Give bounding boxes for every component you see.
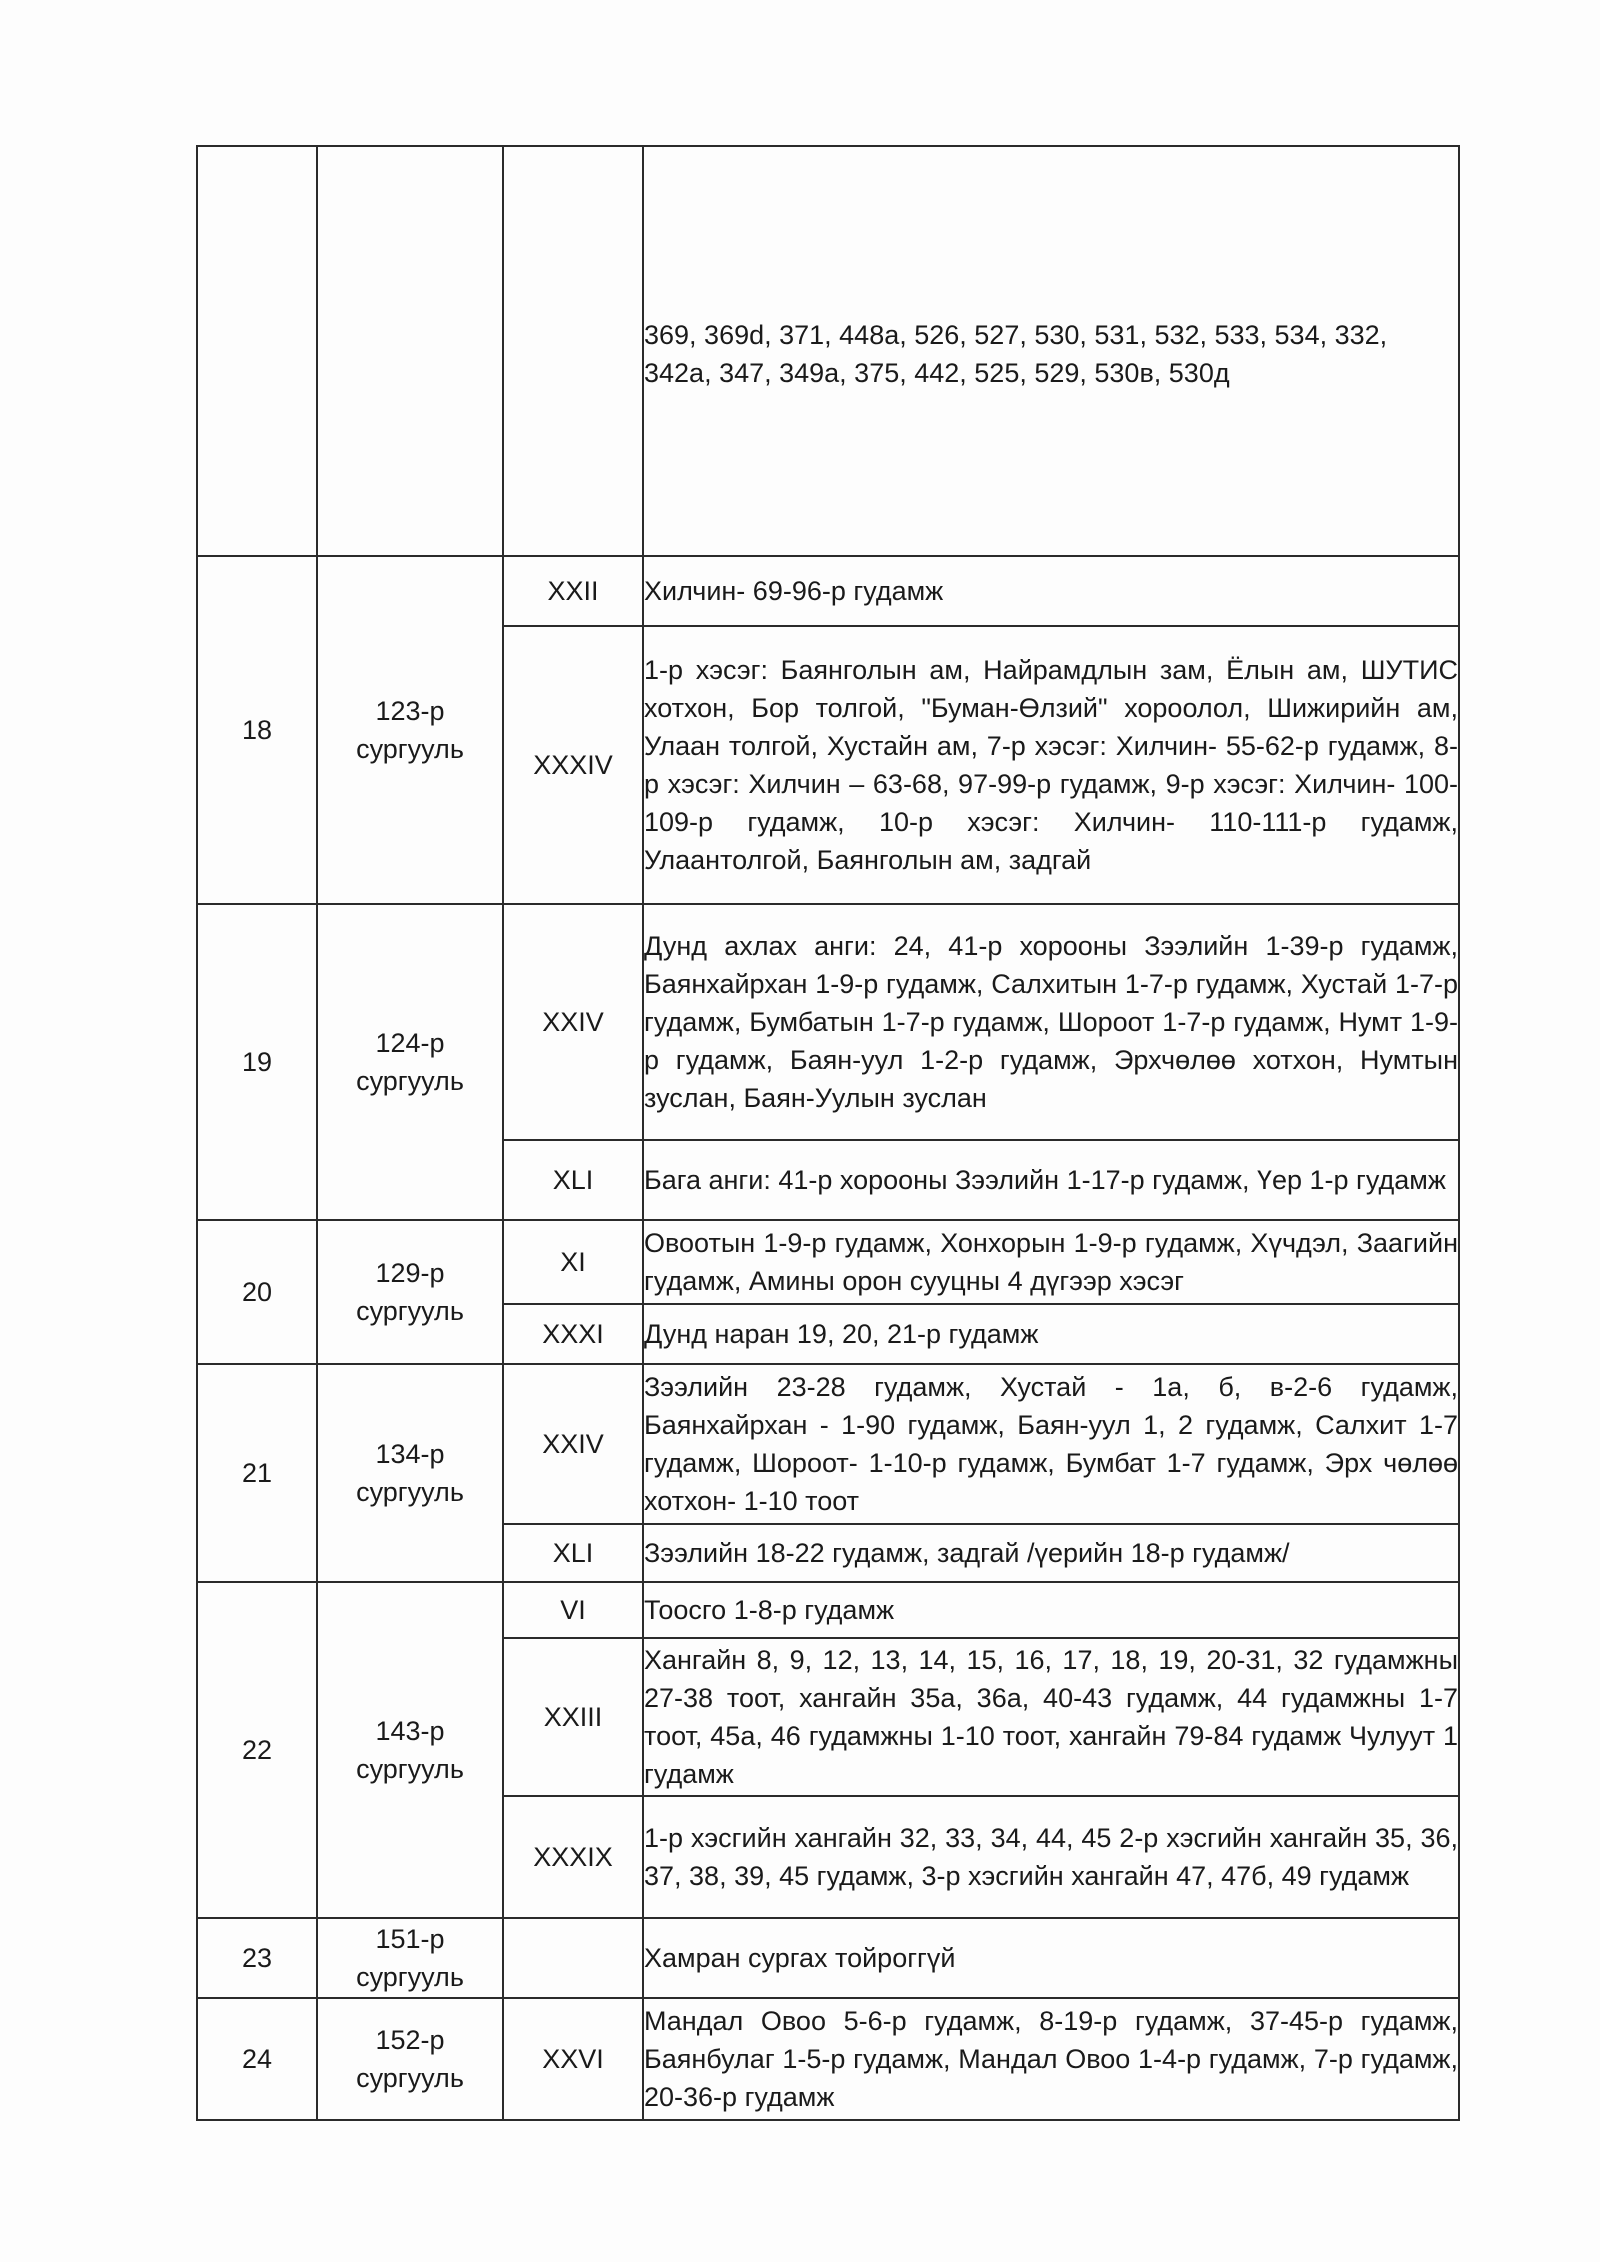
- row-number-cell: 19: [197, 904, 317, 1220]
- school-number: 134-р: [375, 1439, 445, 1469]
- school-word: сургууль: [356, 1754, 464, 1784]
- area-cell: Мандал Овоо 5-6-р гудамж, 8-19-р гудамж, 37-45-р гудамж, Баянбулаг 1-5-р гудамж, Мандал Овоо 1-4-р гудамж, 7-р гудамж, 20-36-р гудамж: [643, 1998, 1459, 2120]
- school-number: 129-р: [375, 1258, 445, 1288]
- school-word: сургууль: [356, 734, 464, 764]
- row-number-cell: 18: [197, 556, 317, 904]
- khoroo-cell: VI: [503, 1582, 643, 1638]
- khoroo-cell: XXXIX: [503, 1796, 643, 1918]
- school-cell: [317, 904, 503, 1220]
- khoroo-cell: XXII: [503, 556, 643, 626]
- table-row: [197, 904, 1459, 1140]
- area-cell: Дунд наран 19, 20, 21-р гудамж: [643, 1304, 1459, 1364]
- khoroo-cell: XXIII: [503, 1638, 643, 1796]
- school-word: сургууль: [356, 1962, 464, 1992]
- school-cell: [317, 1582, 503, 1918]
- school-district-table: [196, 145, 1460, 2121]
- khoroo-cell: XXIV: [503, 1364, 643, 1524]
- khoroo-cell: XXIV: [503, 904, 643, 1140]
- area-cell: 369, 369d, 371, 448a, 526, 527, 530, 531, 532, 533, 534, 332, 342a, 347, 349a, 375, 442, 525, 529, 530в, 530д: [643, 146, 1459, 556]
- area-cell: 1-р хэсэг: Баянголын ам, Найрамдлын зам, Ёлын ам, ШУТИС хотхон, Бор толгой, "Буман-Өлзий" хороолол, Шижирийн ам, Улаан толгой, Хустайн ам, 7-р хэсэг: Хилчин- 55-62-р гудамж, 8-р хэсэг: Хилчин – 63-68, 97-99-р гудамж, 9-р хэсэг: Хилчин- 100-109-р гудамж, 10-р хэсэг: Хилчин- 110-111-р гудамж, Улаантолгой, Баянголын ам, задгай: [643, 626, 1459, 904]
- area-cell: Овоотын 1-9-р гудамж, Хонхорын 1-9-р гудамж, Хүчдэл, Заагийн гудамж, Амины орон сууцны 4 дүгээр хэсэг: [643, 1220, 1459, 1304]
- row-number-cell: 22: [197, 1582, 317, 1918]
- khoroo-cell: XXVI: [503, 1998, 643, 2120]
- area-cell: Тоосго 1-8-р гудамж: [643, 1582, 1459, 1638]
- school-word: сургууль: [356, 1477, 464, 1507]
- row-number-cell: [197, 146, 317, 556]
- school-number: 152-р: [375, 2025, 445, 2055]
- area-cell: Зээлийн 23-28 гудамж, Хустай - 1а, б, в-2-6 гудамж, Баянхайрхан - 1-90 гудамж, Баян-уул 1, 2 гудамж, Салхит 1-7 гудамж, Шороот- 1-10-р гудамж, Бумбат 1-7 гудамж, Эрх чөлөө хотхон- 1-10 тоот: [643, 1364, 1459, 1524]
- khoroo-cell: XLI: [503, 1140, 643, 1220]
- table-row: [197, 1364, 1459, 1524]
- area-cell: Бага анги: 41-р хорооны Зээлийн 1-17-р гудамж, Үер 1-р гудамж: [643, 1140, 1459, 1220]
- table-row: [197, 1582, 1459, 1638]
- area-cell: Дунд ахлах анги: 24, 41-р хорооны Зээлийн 1-39-р гудамж, Баянхайрхан 1-9-р гудамж, Салхитын 1-7-р гудамж, Хустай 1-7-р гудамж, Бумбатын 1-7-р гудамж, Шороот 1-7-р гудамж, Нумт 1-9-р гудамж, Баян-уул 1-2-р гудамж, Эрхчөлөө хотхон, Нумтын зуслан, Баян-Уулын зуслан: [643, 904, 1459, 1140]
- school-cell: [317, 556, 503, 904]
- school-cell: [317, 1998, 503, 2120]
- school-word: сургууль: [356, 2063, 464, 2093]
- khoroo-cell: [503, 1918, 643, 1998]
- area-cell: Хамран сургах тойроггүй: [643, 1918, 1459, 1998]
- school-cell: [317, 1364, 503, 1582]
- row-number-cell: 23: [197, 1918, 317, 1998]
- school-cell: [317, 146, 503, 556]
- row-number-cell: 20: [197, 1220, 317, 1364]
- school-number: 151-р: [375, 1924, 445, 1954]
- school-word: сургууль: [356, 1066, 464, 1096]
- khoroo-cell: XXXIV: [503, 626, 643, 904]
- area-cell: Хилчин- 69-96-р гудамж: [643, 556, 1459, 626]
- khoroo-cell: XLI: [503, 1524, 643, 1582]
- school-number: 123-р: [375, 696, 445, 726]
- row-number-cell: 21: [197, 1364, 317, 1582]
- row-number-cell: 24: [197, 1998, 317, 2120]
- khoroo-cell: XI: [503, 1220, 643, 1304]
- table-row: [197, 1998, 1459, 2120]
- area-cell: Зээлийн 18-22 гудамж, задгай /үерийн 18-р гудамж/: [643, 1524, 1459, 1582]
- table-row: [197, 1918, 1459, 1998]
- area-cell: Хангайн 8, 9, 12, 13, 14, 15, 16, 17, 18, 19, 20-31, 32 гудамжны 27-38 тоот, хангайн 35а, 36а, 40-43 гудамж, 44 гудамжны 1-7 тоот, 45а, 46 гудамжны 1-10 тоот, хангайн 79-84 гудамж Чулуут 1 гудамж: [643, 1638, 1459, 1796]
- school-cell: [317, 1220, 503, 1364]
- table-row-continuation: [197, 146, 1459, 556]
- khoroo-cell: XXXI: [503, 1304, 643, 1364]
- area-cell: 1-р хэсгийн хангайн 32, 33, 34, 44, 45 2-р хэсгийн хангайн 35, 36, 37, 38, 39, 45 гудамж, 3-р хэсгийн хангайн 47, 47б, 49 гудамж: [643, 1796, 1459, 1918]
- school-cell: [317, 1918, 503, 1998]
- table-row: [197, 1220, 1459, 1304]
- table-row: [197, 556, 1459, 626]
- school-word: сургууль: [356, 1296, 464, 1326]
- school-number: 124-р: [375, 1028, 445, 1058]
- school-number: 143-р: [375, 1716, 445, 1746]
- khoroo-cell: [503, 146, 643, 556]
